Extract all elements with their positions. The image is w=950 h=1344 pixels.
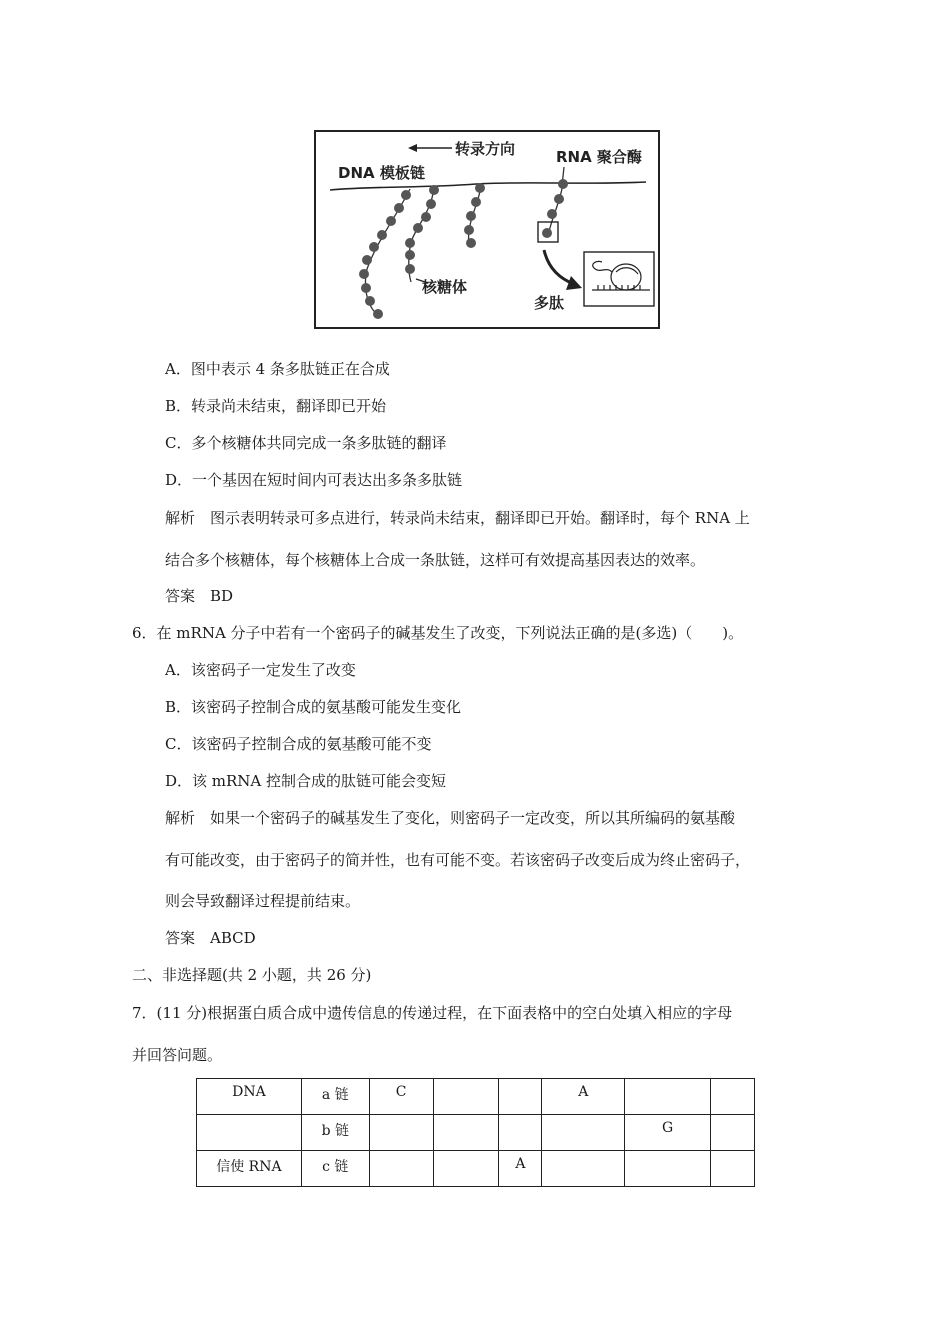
figure-drawing <box>316 132 662 331</box>
q6-answer: 答案 ABCD <box>165 929 256 947</box>
table-cell <box>499 1079 542 1115</box>
table-cell <box>369 1115 433 1151</box>
peptide-label: 多肽 <box>534 294 565 312</box>
table-row <box>197 1079 755 1115</box>
table-row <box>197 1115 755 1151</box>
q7-table <box>196 1078 755 1187</box>
section-heading: 二、非选择题(共 2 小题，共 26 分) <box>132 966 372 984</box>
table-cell <box>625 1151 711 1187</box>
mrna-strand-1 <box>359 189 411 319</box>
ribosome-label: 核糖体 <box>422 278 468 296</box>
transcription-translation-figure <box>314 130 660 329</box>
table-cell <box>197 1115 302 1151</box>
q5-analysis-line-1: 解析 图示表明转录可多点进行，转录尚未结束，翻译即已开始。翻译时，每个 RNA 上 <box>165 509 750 527</box>
mrna-strand-4 <box>542 167 568 238</box>
q6-stem: 6．在 mRNA 分子中若有一个密码子的碱基发生了改变，下列说法正确的是(多选)（ )。 <box>132 624 744 642</box>
q5-option-a: A．图中表示 4 条多肽链正在合成 <box>165 360 390 378</box>
curved-arrow-icon <box>544 250 582 290</box>
dna-strand <box>330 182 646 190</box>
table-cell <box>542 1115 625 1151</box>
table-cell: A <box>499 1151 542 1187</box>
table-cell <box>542 1151 625 1187</box>
table-cell <box>433 1115 499 1151</box>
q6-option-b: B．该密码子控制合成的氨基酸可能发生变化 <box>165 698 462 716</box>
table-cell: 信使 RNA <box>197 1151 302 1187</box>
table-cell: C <box>369 1079 433 1115</box>
table-cell <box>499 1115 542 1151</box>
dna-template-label: DNA 模板链 <box>338 164 425 182</box>
table-cell <box>433 1151 499 1187</box>
table-cell: A <box>542 1079 625 1115</box>
mrna-strand-2 <box>405 185 439 282</box>
rna-polymerase-label: RNA 聚合酶 <box>556 148 642 166</box>
q5-analysis-line-2: 结合多个核糖体，每个核糖体上合成一条肽链，这样可有效提高基因表达的效率。 <box>165 551 706 569</box>
table-cell: c 链 <box>301 1151 369 1187</box>
table-cell: a 链 <box>301 1079 369 1115</box>
zoom-box <box>584 252 654 306</box>
q7-stem-line-1: 7．(11 分)根据蛋白质合成中遗传信息的传递过程，在下面表格中的空白处填入相应的字母 <box>132 1004 733 1022</box>
q5-option-b: B．转录尚未结束，翻译即已开始 <box>165 397 387 415</box>
table-cell <box>711 1079 755 1115</box>
table-row <box>197 1151 755 1187</box>
q6-analysis-line-3: 则会导致翻译过程提前结束。 <box>165 892 361 910</box>
q6-analysis-line-1: 解析 如果一个密码子的碱基发生了变化，则密码子一定改变，所以其所编码的氨基酸 <box>165 809 736 827</box>
table-cell: DNA <box>197 1079 302 1115</box>
q6-analysis-line-2: 有可能改变，由于密码子的简并性，也有可能不变。若该密码子改变后成为终止密码子， <box>165 851 751 869</box>
table-cell <box>711 1115 755 1151</box>
q7-stem-line-2: 并回答问题。 <box>132 1046 223 1064</box>
q6-option-d: D．该 mRNA 控制合成的肽链可能会变短 <box>165 772 447 790</box>
q5-option-c: C．多个核糖体共同完成一条多肽链的翻译 <box>165 434 447 452</box>
q6-option-a: A．该密码子一定发生了改变 <box>165 661 356 679</box>
mrna-strand-3 <box>464 183 485 248</box>
table-cell <box>433 1079 499 1115</box>
direction-arrow-icon <box>408 144 452 152</box>
table-cell <box>711 1151 755 1187</box>
q6-option-c: C．该密码子控制合成的氨基酸可能不变 <box>165 735 432 753</box>
table-cell <box>369 1151 433 1187</box>
direction-label: 转录方向 <box>455 140 516 158</box>
table-cell <box>625 1079 711 1115</box>
table-cell: G <box>625 1115 711 1151</box>
table-cell: b 链 <box>301 1115 369 1151</box>
q5-answer: 答案 BD <box>165 587 234 605</box>
q5-option-d: D．一个基因在短时间内可表达出多条多肽链 <box>165 471 463 489</box>
